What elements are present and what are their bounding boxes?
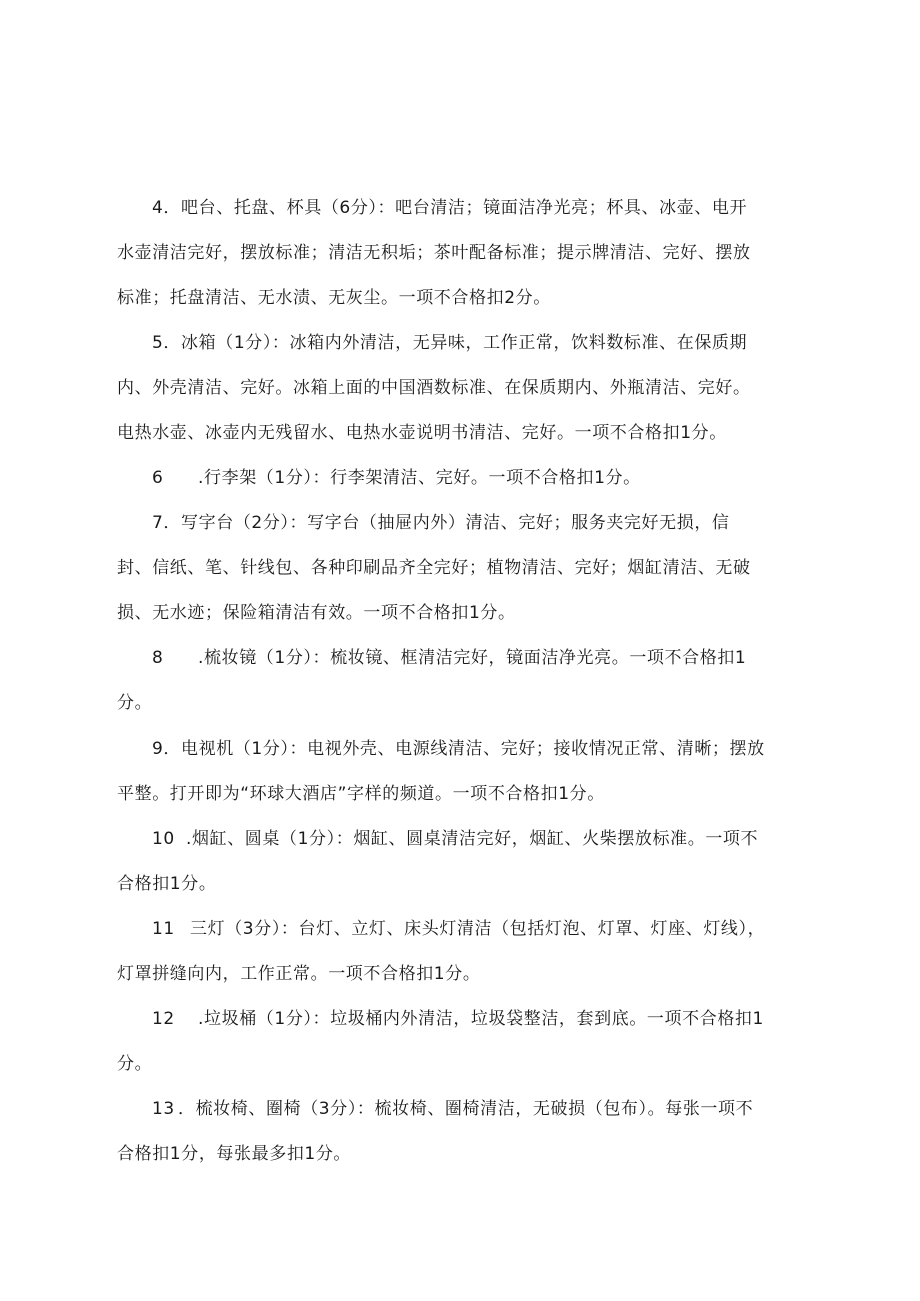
item-10-line-1 (152, 827, 758, 851)
item-12-line-1 (152, 1007, 764, 1031)
item-7-line-1 (152, 511, 730, 535)
item-4-line-3: 标准；托盘清洁、无水渍、无灰尘。一项不合格扣2分。 (117, 288, 551, 308)
item-9-line-2: 平整。打开即为“环球大酒店”字样的频道。一项不合格扣1分。 (117, 784, 605, 804)
item-5-line-1 (152, 331, 747, 355)
item-4-number: 4 (152, 198, 164, 218)
item-12-number: 12 (152, 1009, 175, 1029)
item-4-line-2: 水壶清洁完好，摆放标准；清洁无积垢；茶叶配备标准；提示牌清洁、完好、摆放 (117, 243, 751, 263)
item-13-line-1 (152, 1097, 753, 1121)
item-13-number: 13 (152, 1099, 175, 1119)
item-12-line-2: 分。 (117, 1054, 153, 1074)
item-11-line-2: 灯罩拼缝向内，工作正常。一项不合格扣1分。 (117, 964, 481, 984)
item-8-text: .梳妆镜（1分）：梳妆镜、框清洁完好，镜面洁净光亮。一项不合格扣1 (198, 648, 747, 668)
item-4-text: ．吧台、托盘、杯具（6分）：吧台清洁；镜面洁净光亮；杯具、冰壶、电开 (163, 198, 748, 218)
item-7-line-2: 封、信纸、笔、针线包、各种印刷品齐全完好；植物清洁、完好；烟缸清洁、无破 (117, 558, 751, 578)
item-10-number: 10 (152, 829, 175, 849)
item-5-line-3: 电热水壶、冰壶内无残留水、电热水壶说明书清洁、完好。一项不合格扣1分。 (117, 423, 727, 443)
item-7-line-3: 损、无水迹；保险箱清洁有效。一项不合格扣1分。 (117, 603, 516, 623)
item-13-line-2: 合格扣1分，每张最多扣1分。 (117, 1144, 352, 1164)
item-13-text: ．梳妆椅、圈椅（3分）：梳妆椅、圈椅清洁，无破损（包布）。每张一项不 (178, 1099, 754, 1119)
item-7-text: ．写字台（2分）：写字台（抽屉内外）清洁、完好；服务夹完好无损，信 (163, 513, 730, 533)
item-6-text: .行李架（1分）：行李架清洁、完好。一项不合格扣1分。 (198, 468, 641, 488)
item-5-number: 5 (152, 333, 164, 353)
item-6-number: 6 (152, 468, 164, 488)
item-10-line-2: 合格扣1分。 (117, 874, 217, 894)
item-11-number: 11 (152, 919, 175, 939)
item-8-line-2: 分。 (117, 693, 153, 713)
item-7-number: 7 (152, 513, 164, 533)
item-9-text: ．电视机（1分）：电视外壳、电源线清洁、完好；接收情况正常、清晰；摆放 (163, 739, 765, 759)
item-4-line-1 (152, 196, 747, 220)
item-6-line-1 (152, 466, 641, 490)
item-5-line-2: 内、外壳清洁、完好。冰箱上面的中国酒数标准、在保质期内、外瓶清洁、完好。 (117, 378, 751, 398)
item-9-line-1 (152, 737, 765, 761)
item-11-text: 三灯（3分）：台灯、立灯、床头灯清洁（包括灯泡、灯罩、灯座、灯线）， (190, 919, 766, 939)
item-11-line-1 (152, 917, 765, 941)
item-9-number: 9 (152, 739, 164, 759)
item-10-text: .烟缸、圆桌（1分）：烟缸、圆桌清洁完好，烟缸、火柴摆放标准。一项不 (186, 829, 759, 849)
item-12-text: .垃圾桶（1分）：垃圾桶内外清洁，垃圾袋整洁，套到底。一项不合格扣1 (198, 1009, 764, 1029)
item-8-line-1 (152, 646, 746, 670)
item-8-number: 8 (152, 648, 164, 668)
item-5-text: ．冰箱（1分）：冰箱内外清洁，无异味，工作正常，饮料数标准、在保质期 (163, 333, 748, 353)
